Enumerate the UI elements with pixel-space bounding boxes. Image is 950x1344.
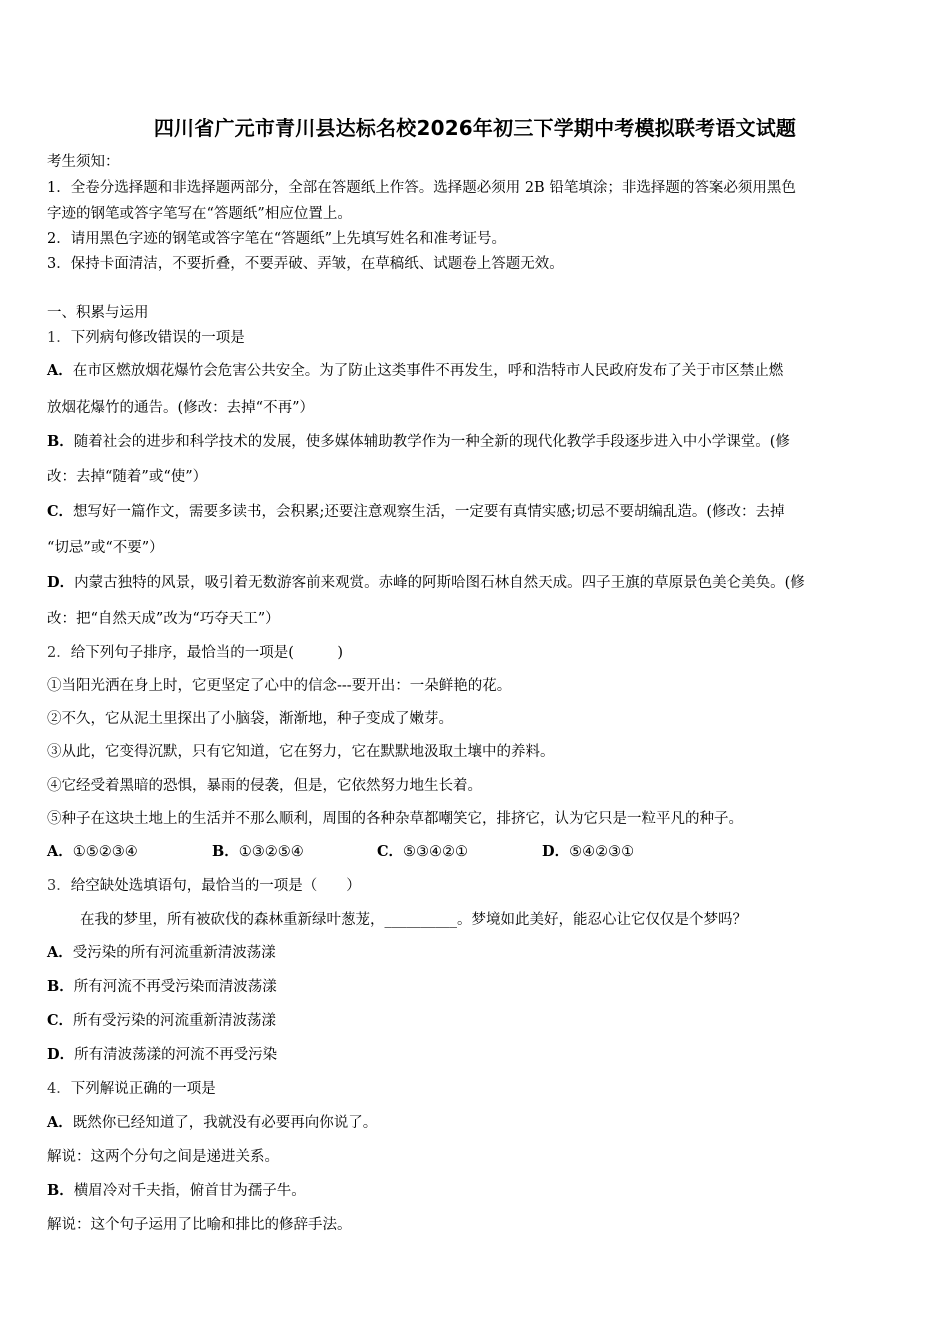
section-heading: 一、积累与运用 [47,305,149,321]
q2-sentence-4: ④它经受着黑暗的恐惧，暴雨的侵袭，但是，它依然努力地生长着。 [47,778,482,794]
option-label: D． [542,843,570,860]
option-text: 所有河流不再受污染而清波荡漾 [73,979,277,995]
option-label: B． [212,843,239,860]
q4-option-b [47,1181,909,1201]
q3-option-c [47,1011,909,1031]
option-text: 横眉冷对千夫指，俯首甘为孺子牛。 [73,1183,306,1199]
option-label: D． [47,574,75,591]
option-text: 内蒙古独特的风景，吸引着无数游客前来观赏。赤峰的阿斯哈图石林自然天成。四子王旗的草原景色美仑美奂。(修 [74,575,805,591]
option-text: 随着社会的进步和科学技术的发展，使多媒体辅助教学作为一种全新的现代化教学手段逐步进入中小学课堂。(修 [73,434,790,450]
notice-item-1-cont: 字迹的钢笔或答字笔写在“答题纸”相应位置上。 [47,206,352,222]
q2-sentence-5: ⑤种子在这块土地上的生活并不那么顺利，周围的各种杂草都嘲笑它，排挤它，认为它只是一粒平凡的种子。 [47,811,743,827]
question-number: 1． [47,330,71,346]
question-text: 给下列句子排序，最恰当的一项是( ) [70,645,344,661]
q3-option-d [47,1045,909,1065]
q1-option-c-cont: “切忌”或“不要”） [47,540,164,556]
question-text: 下列解说正确的一项是 [70,1081,216,1097]
option-label: A． [47,362,73,379]
option-label: A． [47,944,73,961]
question-text: 给空缺处选填语句，最恰当的一项是（ ） [70,878,361,894]
q3-option-b [47,977,909,997]
q2-sentence-2: ②不久，它从泥土里探出了小脑袋，渐渐地，种子变成了嫩芽。 [47,711,453,727]
question-text: 下列病句修改错误的一项是 [70,330,245,346]
question-3-stem [47,876,909,896]
option-label: D． [47,1046,75,1063]
q1-option-d-cont: 改：把“自然天成”改为“巧夺天工”） [47,611,280,627]
option-label: A． [47,843,73,860]
q2-sentence-3: ③从此，它变得沉默，只有它知道，它在努力，它在默默地汲取土壤中的养料。 [47,744,555,760]
q1-option-b-cont: 改：去掉“随着”或“使”） [47,469,208,485]
question-number: 4． [47,1081,71,1097]
q2-choices [47,842,707,862]
option-label: C． [47,503,74,520]
question-number: 3． [47,878,71,894]
option-text: 在市区燃放烟花爆竹会危害公共安全。为了防止这类事件不再发生，呼和浩特市人民政府发布了关于市区禁止燃 [72,363,784,379]
option-text: 受污染的所有河流重新清波荡漾 [72,945,276,961]
option-text: ⑤③④②① [403,844,469,860]
notice-item-1: 1．全卷分选择题和非选择题两部分，全部在答题纸上作答。选择题必须用 2B 铅笔填涂；非选择题的答案必须用黑色 [47,180,796,196]
option-label: B． [47,1182,74,1199]
question-2-stem [47,643,909,663]
q2-option-c [377,842,542,862]
page-title: 四川省广元市青川县达标名校2026年初三下学期中考模拟联考语文试题 [153,116,797,140]
option-text: ①③②⑤④ [238,844,304,860]
q2-option-d [542,842,707,862]
notice-item-2: 2．请用黑色字迹的钢笔或答字笔在“答题纸”上先填写姓名和准考证号。 [47,231,507,247]
option-text: 既然你已经知道了，我就没有必要再向你说了。 [72,1115,378,1131]
option-text: ①⑤②③④ [72,844,138,860]
q1-option-d [47,573,909,593]
q2-option-a [47,842,212,862]
q1-option-a-cont: 放烟花爆竹的通告。(修改：去掉“不再”） [47,400,314,416]
option-text: 想写好一篇作文，需要多读书，会积累;还要注意观察生活，一定要有真情实感;切忌不要胡编乱造。(修改：去掉 [73,504,785,520]
q1-option-b [47,432,909,452]
option-label: C． [377,843,404,860]
option-label: B． [47,978,74,995]
q3-passage: 在我的梦里，所有被砍伐的森林重新绿叶葱茏，__________。梦境如此美好，能忍心让它仅仅是个梦吗？ [80,912,747,928]
option-label: A． [47,1114,73,1131]
question-4-stem [47,1079,909,1099]
question-number: 2． [47,645,71,661]
q1-option-c [47,502,909,522]
q4-option-a [47,1113,909,1133]
option-text: ⑤④②③① [569,844,635,860]
question-1-stem [47,328,909,348]
notice-item-3: 3．保持卡面清洁，不要折叠，不要弄破、弄皱，在草稿纸、试题卷上答题无效。 [47,256,564,272]
option-text: 所有清波荡漾的河流不再受污染 [74,1047,278,1063]
q4-option-b-note: 解说：这个句子运用了比喻和排比的修辞手法。 [47,1217,352,1233]
q2-sentence-1: ①当阳光洒在身上时，它更坚定了心中的信念---要开出：一朵鲜艳的花。 [47,678,512,694]
q4-option-a-note: 解说：这两个分句之间是递进关系。 [47,1149,279,1165]
q1-option-a [47,361,909,381]
q2-option-b [212,842,377,862]
q3-option-a [47,943,909,963]
notice-heading: 考生须知： [47,154,120,170]
option-text: 所有受污染的河流重新清波荡漾 [73,1013,277,1029]
option-label: B． [47,433,74,450]
option-label: C． [47,1012,74,1029]
